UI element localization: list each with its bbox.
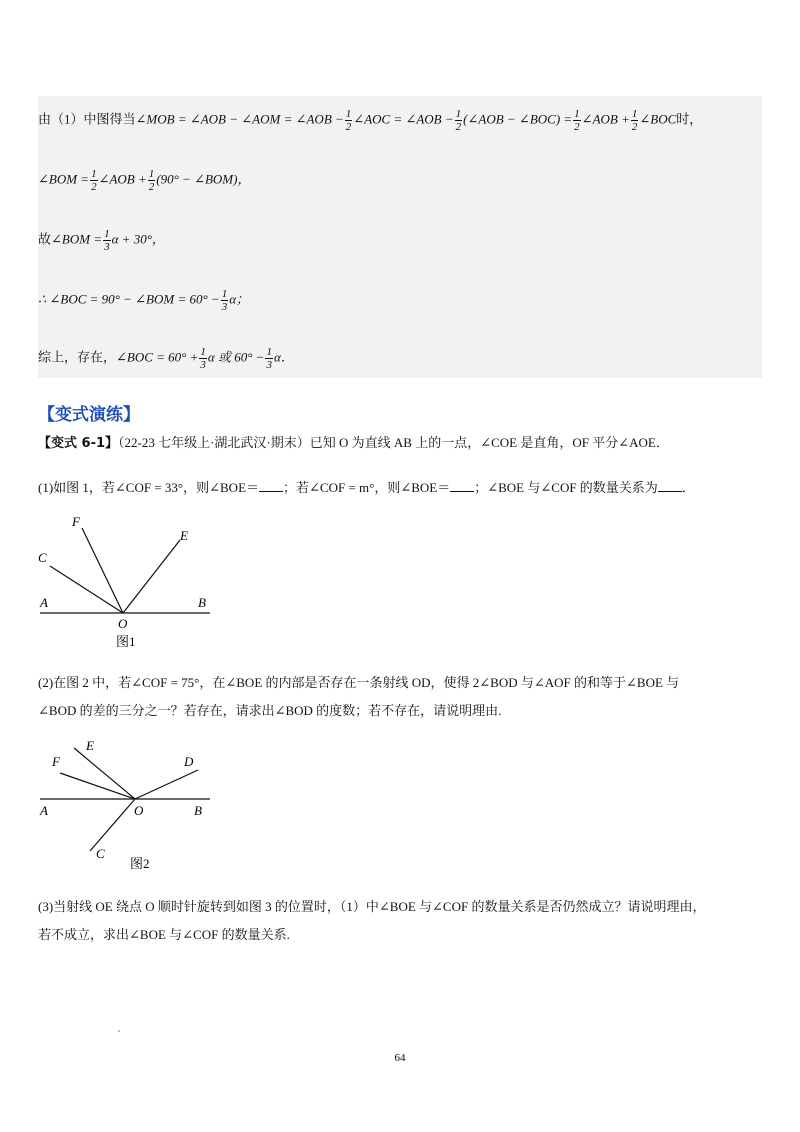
- fig2-label-f: F: [52, 754, 60, 769]
- fig1-label-f: F: [72, 514, 80, 529]
- fig1-label-b: B: [198, 595, 206, 610]
- answer-blank-3[interactable]: [658, 480, 682, 492]
- fig2-label-o: O: [134, 803, 144, 818]
- question-2-line-2: ∠BOD 的差的三分之一？若存在，请求出∠BOD 的度数；若不存在，请说明理由.: [38, 703, 502, 718]
- fig2-ray-oc: [90, 799, 135, 851]
- problem-statement: [38, 436, 669, 450]
- fig2-caption: 图2: [130, 856, 150, 871]
- fig2-label-b: B: [194, 803, 202, 818]
- fig1-label-e: E: [180, 528, 188, 543]
- solution-line-3: 故∠BOM = $\frac{1}{3}$ α + 30°，: [38, 228, 165, 253]
- problem-source: （22-23 七年级上·湖北武汉·期末）已知 O 为直线 AB 上的一点，∠COE 是直角，OF 平分∠AOE．: [118, 435, 669, 450]
- fig2-ray-od: [135, 770, 198, 799]
- figure-1: [30, 512, 230, 652]
- scan-dot: [118, 1030, 120, 1032]
- fig2-ray-oe: [74, 748, 135, 799]
- fig2-label-c: C: [96, 846, 105, 861]
- solution-line-1: 由（1）中图得当∠MOB = ∠AOB − ∠AOM = ∠AOB − $\frac{1}{2}$ ∠AOC = ∠AOB − $\frac{1}{2}$ (∠AOB − ∠BOC) = $\frac{1}{2}$ ∠AOB + $\frac{1}{2}$ ∠BOC时，: [38, 108, 703, 133]
- question-3-line-1: (3)当射线 OE 绕点 O 顺时针旋转到如图 3 的位置时，（1）中∠BOE 与∠COF 的数量关系是否仍然成立？请说明理由，: [38, 899, 706, 914]
- solution-line-4: ∴ ∠BOC = 90° − ∠BOM = 60° − $\frac{1}{3}$ α；: [38, 288, 250, 313]
- fig2-label-a: A: [40, 803, 48, 818]
- fig1-label-o: O: [118, 616, 128, 631]
- answer-blank-2[interactable]: [450, 480, 474, 492]
- question-3-line-2: 若不成立，求出∠BOE 与∠COF 的数量关系.: [38, 927, 290, 942]
- question-1: (1)如图 1，若∠COF = 33°，则∠BOE＝ ；若∠COF = m°，则∠BOE＝ ；∠BOE 与∠COF 的数量关系为 ．: [38, 480, 695, 495]
- fig1-caption: 图1: [116, 634, 136, 649]
- figure-2: [30, 736, 230, 876]
- page-number: 64: [394, 1052, 406, 1064]
- problem-tag: 【变式 6-1】: [38, 436, 119, 451]
- fig2-label-e: E: [86, 738, 94, 753]
- fig1-label-a: A: [40, 595, 48, 610]
- question-2-line-1: (2)在图 2 中，若∠COF = 75°，在∠BOE 的内部是否存在一条射线 OD，使得 2∠BOD 与∠AOF 的和等于∠BOE 与: [38, 675, 680, 690]
- answer-blank-1[interactable]: [259, 480, 283, 492]
- fig1-label-c: C: [38, 550, 47, 565]
- fig2-ray-of: [60, 773, 135, 799]
- solution-line-5: 综上，存在，∠BOC = 60° + $\frac{1}{3}$ α 或 60° − $\frac{1}{3}$ α．: [38, 346, 294, 371]
- solution-line-2: ∠BOM = $\frac{1}{2}$ ∠AOB + $\frac{1}{2}$ (90° − ∠BOM)，: [38, 168, 251, 193]
- fig1-ray-oe: [123, 540, 180, 613]
- fig2-label-d: D: [184, 754, 194, 769]
- section-title: 【变式演练】: [38, 405, 140, 425]
